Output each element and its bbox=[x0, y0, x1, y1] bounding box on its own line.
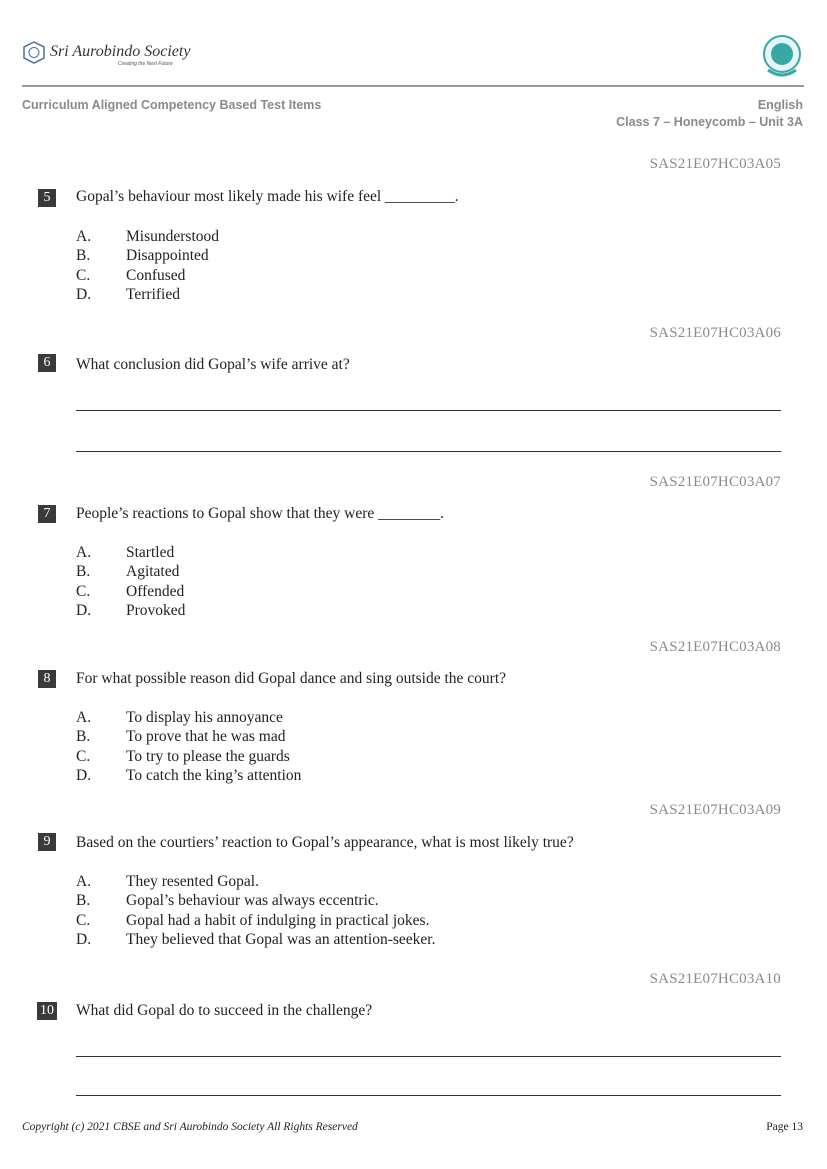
option bbox=[76, 286, 180, 304]
subject-label: English bbox=[757, 98, 803, 112]
option-letter: A. bbox=[76, 709, 92, 726]
option-letter: C. bbox=[76, 267, 91, 284]
item-code: SAS21E07HC03A07 bbox=[649, 474, 781, 490]
option-text: Offended bbox=[126, 583, 185, 600]
page-number: Page 13 bbox=[766, 1121, 803, 1133]
option-text: Agitated bbox=[126, 563, 180, 580]
option-text: Misunderstood bbox=[126, 228, 219, 245]
answer-line[interactable] bbox=[76, 1095, 781, 1096]
option bbox=[76, 912, 429, 930]
header-divider bbox=[22, 85, 804, 87]
svg-text:Creating the Next Future: Creating the Next Future bbox=[118, 61, 173, 67]
question-text: For what possible reason did Gopal dance and sing outside the court? bbox=[76, 670, 507, 687]
question-number: 10 bbox=[37, 1002, 57, 1020]
unit-label: Class 7 – Honeycomb – Unit 3A bbox=[616, 115, 803, 129]
option bbox=[76, 583, 184, 601]
option-letter: B. bbox=[76, 892, 91, 909]
option-letter: D. bbox=[76, 286, 92, 303]
option bbox=[76, 767, 301, 785]
sri-aurobindo-society-logo bbox=[22, 38, 192, 68]
question-text: People’s reactions to Gopal show that they were ________. bbox=[76, 505, 445, 522]
question-number: 7 bbox=[38, 505, 56, 523]
option-text: To display his annoyance bbox=[126, 709, 283, 726]
option-letter: D. bbox=[76, 602, 92, 619]
option-letter: A. bbox=[76, 228, 92, 245]
option-letter: D. bbox=[76, 767, 92, 784]
answer-line[interactable] bbox=[76, 410, 781, 411]
question-text: What did Gopal do to succeed in the challenge? bbox=[76, 1002, 373, 1019]
option-text: Provoked bbox=[126, 602, 186, 619]
option-letter: C. bbox=[76, 583, 91, 600]
option bbox=[76, 748, 290, 766]
question-text: Based on the courtiers’ reaction to Gopal’s appearance, what is most likely true? bbox=[76, 834, 574, 851]
option bbox=[76, 709, 283, 727]
option-text: They resented Gopal. bbox=[126, 873, 259, 890]
item-code: SAS21E07HC03A09 bbox=[649, 802, 781, 818]
item-code: SAS21E07HC03A06 bbox=[649, 325, 781, 341]
option-letter: C. bbox=[76, 912, 91, 929]
option-text: To prove that he was mad bbox=[126, 728, 286, 745]
option bbox=[76, 563, 179, 581]
option bbox=[76, 544, 174, 562]
option bbox=[76, 602, 185, 620]
copyright: Copyright (c) 2021 CBSE and Sri Aurobindo Society All Rights Reserved bbox=[22, 1121, 358, 1133]
option-text: Disappointed bbox=[126, 247, 209, 264]
option bbox=[76, 728, 285, 746]
option-letter: B. bbox=[76, 563, 91, 580]
option-letter: A. bbox=[76, 544, 92, 561]
option-letter: B. bbox=[76, 728, 91, 745]
question-number: 8 bbox=[38, 670, 56, 688]
option-letter: B. bbox=[76, 247, 91, 264]
option-text: Gopal had a habit of indulging in practical jokes. bbox=[126, 912, 430, 929]
option-letter: C. bbox=[76, 748, 91, 765]
option bbox=[76, 267, 185, 285]
question-text: Gopal’s behaviour most likely made his wife feel _________. bbox=[76, 188, 459, 205]
question-number: 6 bbox=[38, 354, 56, 372]
option-text: To try to please the guards bbox=[126, 748, 290, 765]
option bbox=[76, 931, 435, 949]
option-text: To catch the king’s attention bbox=[126, 767, 302, 784]
option-text: Startled bbox=[126, 544, 175, 561]
option bbox=[76, 873, 259, 891]
svg-text:Sri Aurobindo Society: Sri Aurobindo Society bbox=[50, 43, 191, 60]
question-number: 5 bbox=[38, 189, 56, 207]
document-title: Curriculum Aligned Competency Based Test Items bbox=[22, 98, 322, 112]
question-number: 9 bbox=[38, 833, 56, 851]
answer-line[interactable] bbox=[76, 451, 781, 452]
option-text: Gopal’s behaviour was always eccentric. bbox=[126, 892, 379, 909]
option bbox=[76, 892, 379, 910]
item-code: SAS21E07HC03A08 bbox=[649, 639, 781, 655]
answer-line[interactable] bbox=[76, 1056, 781, 1057]
item-code: SAS21E07HC03A05 bbox=[649, 156, 781, 172]
option bbox=[76, 247, 209, 265]
option-text: Confused bbox=[126, 267, 186, 284]
cbse-seal-logo bbox=[762, 34, 802, 80]
option-letter: A. bbox=[76, 873, 92, 890]
option-text: They believed that Gopal was an attention-seeker. bbox=[126, 931, 436, 948]
option bbox=[76, 228, 219, 246]
question-text: What conclusion did Gopal’s wife arrive at? bbox=[76, 356, 350, 373]
item-code: SAS21E07HC03A10 bbox=[649, 971, 781, 987]
option-letter: D. bbox=[76, 931, 92, 948]
option-text: Terrified bbox=[126, 286, 180, 303]
